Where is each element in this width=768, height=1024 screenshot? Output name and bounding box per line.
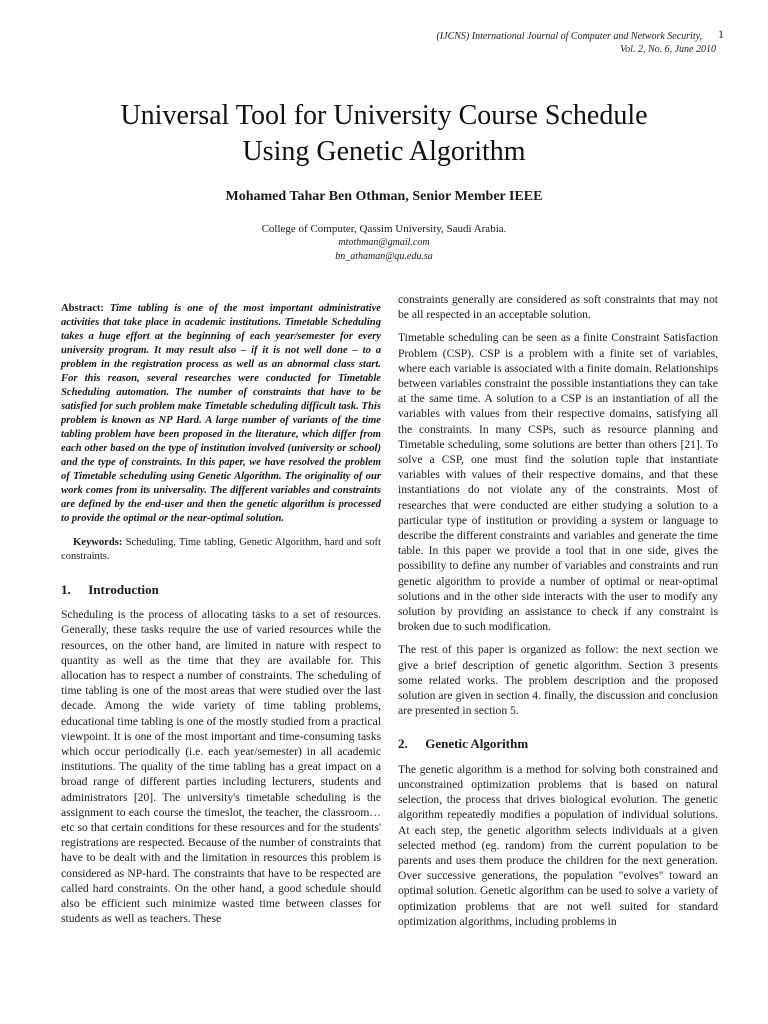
email-2[interactable]: bn_athaman@qu.edu.sa	[335, 251, 433, 262]
genetic-algorithm-paragraph: The genetic algorithm is a method for solving both constrained and unconstrained optimization problems that is based on natural selection, the process that drives biological evolution. The genetic algorithm repeatedly modifies a population of individual solutions. At each step, the genetic algorithm selects individuals at a given selected method (eg. random) from the current population to be parents and uses them produce the children for the next generation. Over successive generations, the population "evolves" toward an optimal solution. Genetic algorithm can be used to solve a variety of optimization problems that are not well suited for standard optimization algorithms, including problems in	[398, 762, 718, 928]
body-paragraph: Timetable scheduling can be seen as a finite Constraint Satisfaction Problem (CSP). CSP is a problem with a finite set of variables, where each variable is associated with a finite domain. Relationships between variables constraint the possible instantiations they can take at the same time. A solution to a CSP is an instantiation of all the variables with values from their respective domains, satisfying all the constraints. In many CSPs, such as resource planning and Timetable scheduling, some solutions are better than others [21]. To solve a CSP, one must find the solution tuple that instantiate variables with values of their respective domains, and that these instantiations do not violate any of the constraints. Most of researches that were conducted are either studying a solution to a particular type of institution or providing a system or language to describe the different constraints and variables and generate the time table. In this paper we provide a tool that in one side, gives the possibility to define any number of variables and constraints and run genetic algorithm to provide a number of optimal or near-optimal solutions and in the other side interacts with the user to modify any solution by providing an assistance to check if any constraint is broken due to such modification.	[398, 331, 718, 634]
email-1[interactable]: mtothman@gmail.com	[338, 237, 430, 248]
abstract-label: Abstract:	[61, 303, 104, 314]
keywords-label: Keywords:	[73, 537, 123, 548]
section-title: Genetic Algorithm	[425, 736, 529, 752]
body-paragraph: constraints generally are considered as soft constraints that may not be all respected in an acceptable solution.	[398, 293, 718, 322]
section-title: Introduction	[88, 582, 159, 597]
left-column	[61, 292, 381, 934]
paper-title	[40, 98, 728, 170]
section-heading-introduction	[61, 582, 381, 597]
abstract-text: Time tabling is one of the most important administrative activities that take place in academic institutions. Timetable Scheduling takes a huge effort at the beginning of each year/semester for every university program. It may result also – if it is not well done – to a problem in the registration process as well as an abnormal class start. For this reason, several researches were conducted for Timetable Scheduling automation. The number of constraints that have to be satisfied for such problem make Timetable scheduling difficult task. This problem is known as NP Hard. A large number of variants of the time tabling problem have been proposed in the literature, which differ from each other based on the type of institution involved (university or school) and the type of constraints. In this paper, we have resolved the problem of Timetable scheduling using Genetic Algorithm. The originality of our work comes from its universality. The different variables and constraints are defined by the end-user and then the genetic algorithm is processed to provide the optimal or the near-optimal solution.	[61, 303, 381, 524]
section-heading-genetic-algorithm	[398, 736, 718, 751]
title-line-1: Universal Tool for University Course Schedule	[120, 100, 648, 131]
page-number: 1	[718, 27, 724, 41]
journal-name: (IJCNS) International Journal of Computer and Network Security,	[436, 31, 702, 42]
body-paragraph: The rest of this paper is organized as follow: the next section we give a brief description of genetic algorithm. Section 3 presents some related works. The problem description and the proposed solution are given in section 4. finally, the discussion and conclusion are presented in section 5.	[398, 643, 718, 718]
keywords-text: Scheduling, Time tabling, Genetic Algorithm, hard and soft constraints.	[61, 537, 381, 562]
introduction-paragraph: Scheduling is the process of allocating tasks to a set of resources. Generally, these tasks require the use of varied resources while the resources, on the other hand, are limited in nature with respect to quantity as well as the time that they are available for. This allocation has to respect a number of constraints. The scheduling of time tabling is one of the most areas that were studied over the last decade. Among the wide variety of time tabling problems, educational time tabling is one of the mostly studied from a practical viewpoint. It is one of the most important and time-consuming tasks which occur periodically (i.e. each year/semester) in all academic institutions. The quality of the time tabling has a great impact on a broad range of different parties including lecturers, students and administrators [20]. The university's timetable scheduling is the assignment to each course the timeslot, the teacher, the classroom… etc so that certain conditions for these resources and for the students' registrations are respected. Because of the number of constraints that have to be dealt with and the limitation in resources this problem is considered as NP-hard. The constraints that have to be respected are called hard constraints. On the other hand, a good schedule should also be efficient such minimize wasted time between classes for students as well as teachers. These	[61, 608, 381, 926]
author-line: Mohamed Tahar Ben Othman, Senior Member IEEE	[225, 189, 543, 204]
keywords	[61, 536, 381, 564]
affiliation-block	[40, 222, 728, 264]
section-number: 1.	[61, 582, 71, 597]
title-line-2: Using Genetic Algorithm	[242, 136, 526, 167]
affiliation: College of Computer, Qassim University, Saudi Arabia.	[261, 223, 507, 235]
right-column	[398, 292, 718, 937]
section-number: 2.	[398, 736, 408, 752]
volume-info: Vol. 2, No. 6, June 2010	[620, 44, 716, 55]
abstract	[61, 302, 381, 526]
running-header	[436, 27, 724, 56]
